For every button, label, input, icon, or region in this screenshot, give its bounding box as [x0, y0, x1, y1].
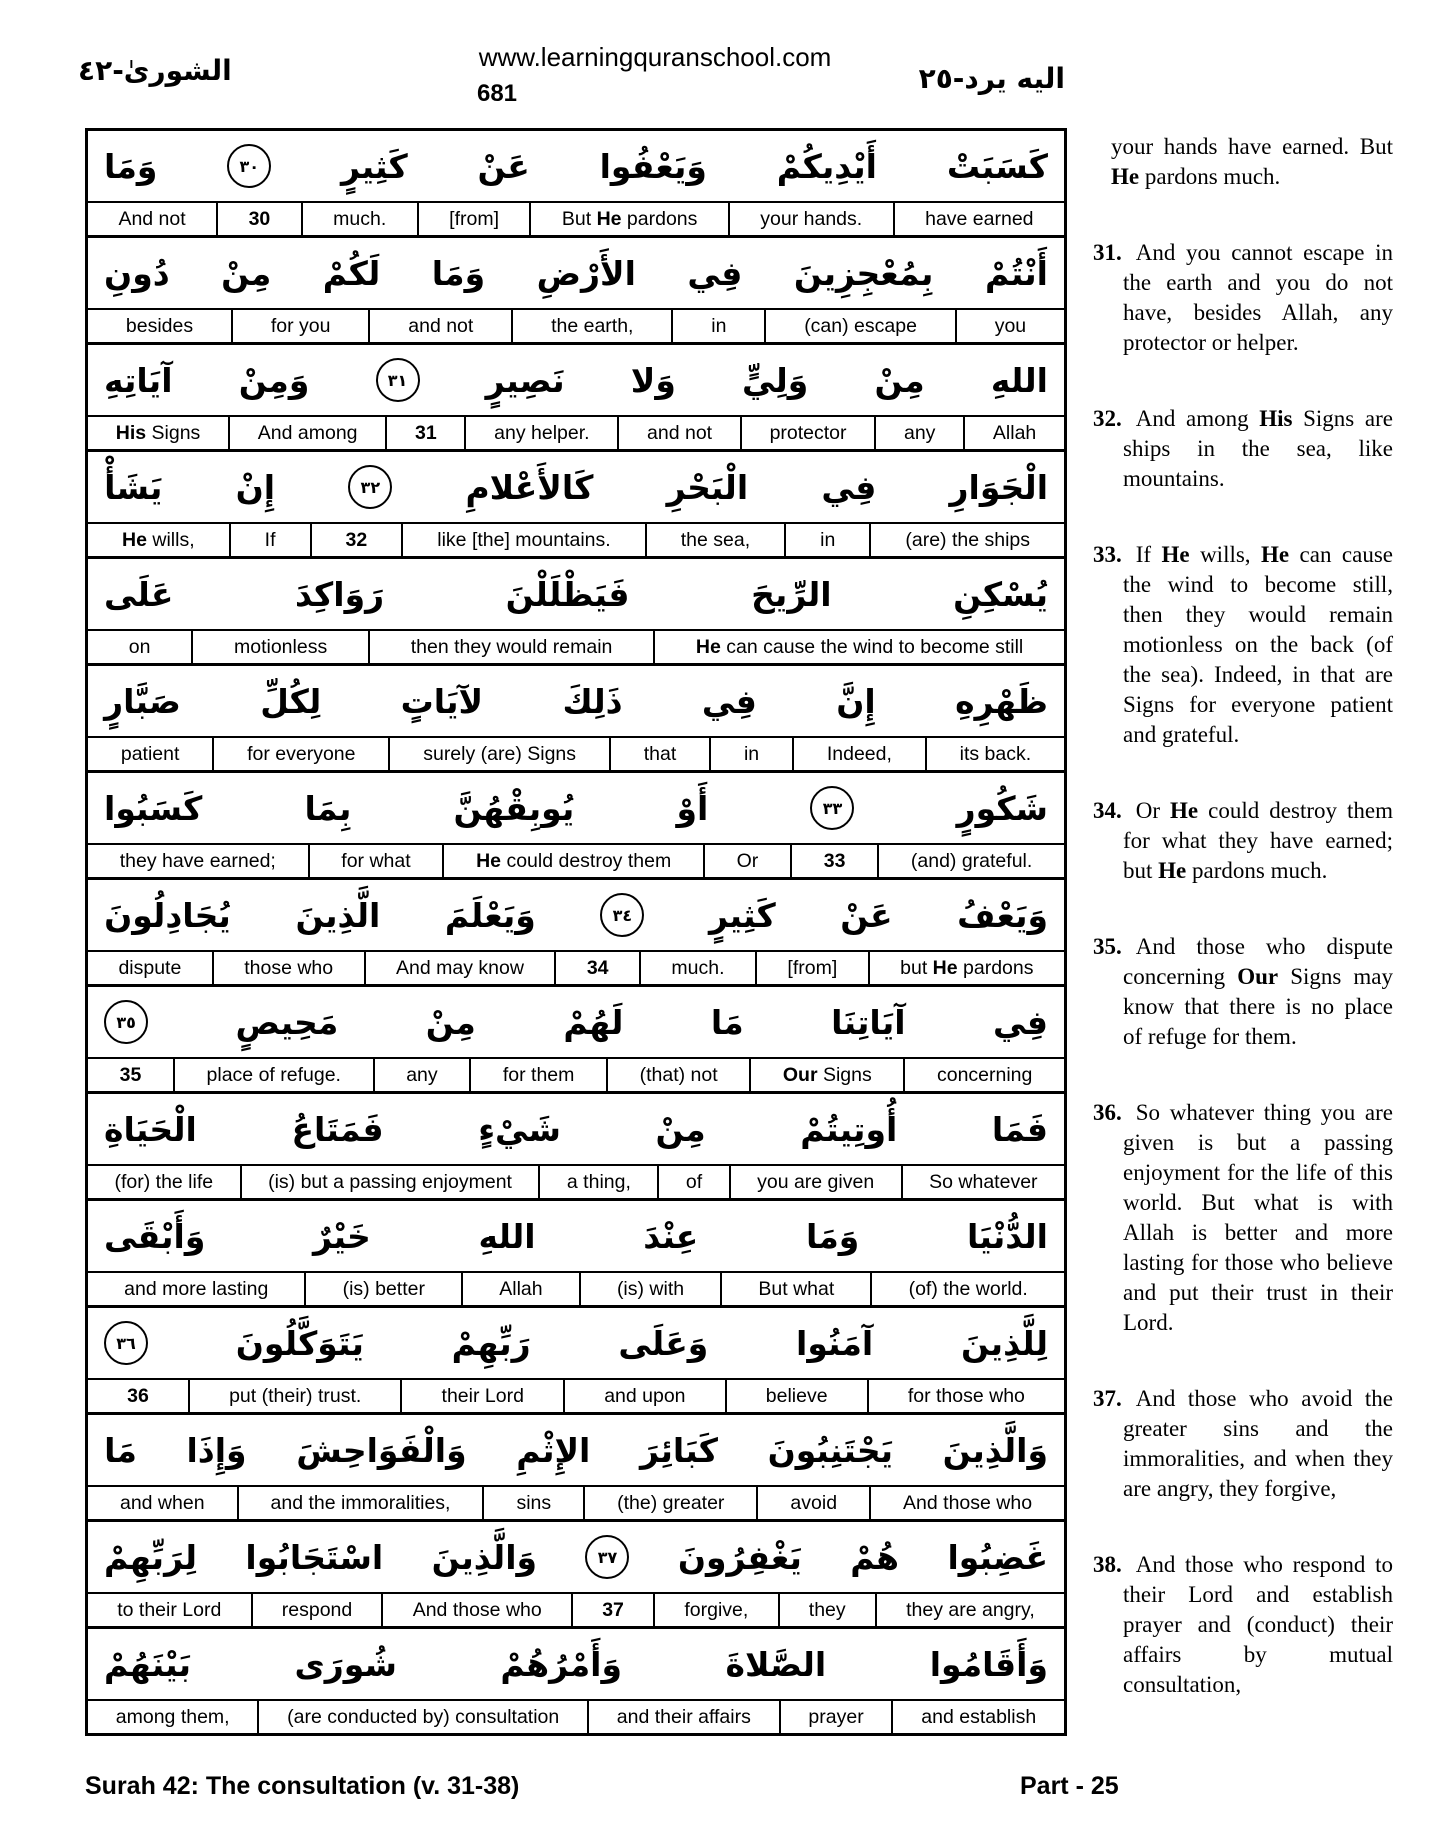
arabic-word: كَسَبَتْ: [946, 146, 1048, 186]
arabic-word: بِمَا: [304, 788, 352, 828]
word-translation-cell: in: [711, 738, 794, 770]
word-translation-row: [88, 631, 1064, 666]
word-translation-row: [88, 1594, 1064, 1629]
arabic-word: هُمْ: [850, 1537, 900, 1577]
word-translation-cell: believe: [727, 1380, 869, 1412]
word-translation-cell: sins: [484, 1487, 585, 1519]
word-translation-cell: 34: [556, 952, 641, 984]
word-translation-cell: (that) not: [608, 1059, 751, 1091]
word-translation-cell: your hands.: [730, 203, 895, 235]
arabic-word: بِمُعْجِزِينَ: [793, 253, 934, 293]
word-translation-cell: and not: [370, 310, 513, 342]
word-translation-cell: and not: [619, 417, 742, 449]
arabic-word: أَوْ: [676, 788, 709, 828]
page-number: 681: [476, 80, 518, 107]
word-translation-row: [88, 1487, 1064, 1522]
word-translation-cell: So whatever: [929, 1171, 1038, 1193]
arabic-verse-line: [88, 987, 1064, 1059]
verse-number-circle: ٣٤: [600, 893, 644, 937]
word-translation-cell: they: [780, 1594, 877, 1626]
word-translation-cell: But He pardons: [531, 203, 729, 235]
arabic-word: مِنْ: [221, 253, 272, 293]
arabic-word: وَيَعْفُوا: [599, 146, 707, 186]
word-translation-cell: much.: [303, 203, 419, 235]
word-translation-cell: then they would remain: [370, 631, 655, 663]
arabic-verse-line: [88, 452, 1064, 524]
footer-part-label: Part - 25: [1020, 1772, 1119, 1800]
word-translation-row: [88, 417, 1064, 452]
arabic-word: لِكُلِّ: [260, 681, 322, 721]
page-content: [85, 128, 1393, 1736]
arabic-verse-line: [88, 559, 1064, 631]
arabic-word: يَغْفِرُونَ: [677, 1537, 802, 1577]
word-translation-cell: He could destroy them: [444, 845, 705, 877]
word-translation-cell: 36: [88, 1380, 190, 1412]
word-translation-cell: have earned: [925, 208, 1034, 230]
arabic-word: وَمِنْ: [238, 360, 310, 400]
arabic-word: كَبَائِرَ: [639, 1430, 718, 1470]
word-translation-cell: you are given: [731, 1166, 903, 1198]
word-translation-cell: And not: [88, 203, 218, 235]
word-translation-cell: much.: [641, 952, 757, 984]
verse-number: 34.: [1093, 798, 1122, 823]
arabic-word: عَنْ: [477, 146, 530, 186]
arabic-word: مَحِيصٍ: [235, 1002, 339, 1042]
word-translation-cell: (is) better: [306, 1273, 463, 1305]
word-translation-cell: of: [659, 1166, 730, 1198]
word-translation-row: [88, 1166, 1064, 1201]
word-translation-cell: (of) the world.: [908, 1278, 1028, 1300]
word-translation-cell: concerning: [936, 1064, 1033, 1086]
word-translation-cell: Indeed,: [794, 738, 927, 770]
arabic-word: يُوبِقْهُنَّ: [453, 788, 575, 828]
arabic-verse-line: [88, 773, 1064, 845]
arabic-word: الإِثْمِ: [516, 1430, 591, 1470]
word-translation-cell: Or: [705, 845, 792, 877]
arabic-word: اسْتَجَابُوا: [245, 1537, 384, 1577]
word-translation-row: [88, 203, 1064, 238]
arabic-word: لِلَّذِينَ: [960, 1323, 1048, 1363]
arabic-verse-line: [88, 1415, 1064, 1487]
word-translation-row: [88, 1059, 1064, 1094]
word-translation-cell: dispute: [88, 952, 214, 984]
verse-number: 37.: [1093, 1386, 1122, 1411]
arabic-word: فِي: [687, 253, 743, 293]
arabic-word: لآيَاتٍ: [400, 681, 484, 721]
verse-number-circle: ٣٥: [104, 1000, 148, 1044]
arabic-word: وَالَّذِينَ: [431, 1537, 538, 1577]
arabic-word: صَبَّارٍ: [104, 681, 181, 721]
word-translation-cell: but He pardons: [900, 957, 1034, 979]
arabic-verse-line: [88, 1629, 1064, 1701]
verse-number-circle: ٣٢: [348, 465, 392, 509]
arabic-word: وَالْفَوَاحِشَ: [296, 1430, 467, 1470]
verse-number-circle: ٣٠: [227, 144, 271, 188]
arabic-word: أُوتِيتُمْ: [800, 1109, 898, 1149]
arabic-word: يَجْتَنِبُونَ: [767, 1430, 894, 1470]
arabic-verse-line: [88, 666, 1064, 738]
arabic-word: الصَّلاةَ: [725, 1644, 827, 1684]
arabic-word: يُجَادِلُونَ: [104, 895, 231, 935]
word-translation-cell: 32: [312, 524, 404, 556]
word-translation-cell: and their affairs: [589, 1701, 781, 1733]
word-translation-cell: like [the] mountains.: [403, 524, 646, 556]
arabic-word: خَيْرٌ: [313, 1216, 371, 1256]
word-translation-cell: and when: [88, 1487, 239, 1519]
verse-number: 36.: [1093, 1100, 1122, 1125]
verse-number-circle: ٣٧: [585, 1535, 629, 1579]
word-translation-cell: and the immoralities,: [239, 1487, 485, 1519]
word-translation-cell: and upon: [565, 1380, 727, 1412]
verse-number: 33.: [1093, 542, 1122, 567]
word-translation-cell: prayer: [781, 1701, 894, 1733]
arabic-word: الْجَوَارِ: [949, 467, 1048, 507]
arabic-word: لَكُمْ: [322, 253, 381, 293]
word-translation-cell: that: [611, 738, 711, 770]
word-translation-cell: place of refuge.: [175, 1059, 375, 1091]
word-translation-cell: (the) greater: [585, 1487, 758, 1519]
word-translation-cell: to their Lord: [88, 1594, 253, 1626]
footer-surah-label: Surah 42: The consultation (v. 31-38): [85, 1772, 520, 1800]
word-translation-cell: and establish: [921, 1706, 1037, 1728]
arabic-word: شَكُورٍ: [956, 788, 1048, 828]
arabic-word: آيَاتِنَا: [831, 1002, 906, 1042]
arabic-word: أَنْتُمْ: [984, 253, 1048, 293]
word-translation-cell: a thing,: [540, 1166, 659, 1198]
word-translation-cell: Allah: [992, 422, 1037, 444]
word-translation-cell: besides: [88, 310, 233, 342]
arabic-word: أَيْدِيكُمْ: [776, 146, 877, 186]
verse-translation: 35. And those who dispute concerning Our Signs may know that there is no place of refuge for them.: [1093, 934, 1393, 1049]
word-translation-cell: If: [231, 524, 312, 556]
word-translation-cell: patient: [88, 738, 214, 770]
word-translation-cell: But what: [722, 1273, 872, 1305]
word-translation-cell: 30: [218, 203, 303, 235]
arabic-word: وَيَعْلَمَ: [444, 895, 536, 935]
word-translation-cell: on: [88, 631, 193, 663]
arabic-verse-line: [88, 1522, 1064, 1594]
word-translation-cell: And among: [230, 417, 387, 449]
arabic-word: فَمَا: [991, 1109, 1048, 1149]
word-translation-cell: (is) but a passing enjoyment: [242, 1166, 541, 1198]
arabic-word: كَالأَعْلامِ: [465, 467, 594, 507]
verse-translation: 37. And those who avoid the greater sins and the immoralities, and when they are angry, they forgive,: [1093, 1386, 1393, 1501]
word-translation-cell: 37: [573, 1594, 655, 1626]
arabic-word: كَسَبُوا: [104, 788, 203, 828]
word-translation-cell: 31: [387, 417, 466, 449]
word-translation-cell: they are angry,: [906, 1599, 1035, 1621]
word-translation-row: [88, 310, 1064, 345]
arabic-word: آيَاتِهِ: [104, 360, 173, 400]
word-translation-cell: any helper.: [466, 417, 619, 449]
arabic-word: الأَرْضِ: [536, 253, 636, 293]
arabic-word: إِنْ: [235, 467, 276, 507]
arabic-verse-line: [88, 345, 1064, 417]
arabic-word: ذَلِكَ: [562, 681, 623, 721]
arabic-verse-line: [88, 1094, 1064, 1166]
word-translation-row: [88, 524, 1064, 559]
word-translation-cell: His Signs: [88, 417, 230, 449]
verse-number-circle: ٣١: [376, 358, 420, 402]
word-translation-cell: those who: [214, 952, 366, 984]
arabic-word: يَشَأْ: [104, 467, 163, 507]
arabic-word: الَّذِينَ: [295, 895, 381, 935]
word-translation-cell: (are conducted by) consultation: [259, 1701, 589, 1733]
word-translation-cell: for everyone: [214, 738, 390, 770]
verse-number: 31.: [1093, 240, 1122, 265]
verse-translation: 31. And you cannot escape in the earth and you do not have, besides Allah, any protector or helper.: [1093, 240, 1393, 355]
word-translation-cell: (can) escape: [766, 310, 957, 342]
arabic-word: فِي: [993, 1002, 1048, 1042]
arabic-word: فَمَتَاعُ: [291, 1109, 384, 1149]
arabic-word: وَالَّذِينَ: [942, 1430, 1048, 1470]
word-translation-cell: protector: [742, 417, 876, 449]
word-translation-row: [88, 952, 1064, 987]
arabic-word: اللهِ: [478, 1216, 536, 1256]
arabic-word: رَبِّهِمْ: [451, 1323, 531, 1363]
word-translation-cell: any: [375, 1059, 472, 1091]
arabic-word: كَثِيرٍ: [709, 895, 776, 935]
word-translation-cell: for them: [471, 1059, 608, 1091]
word-translation-cell: surely (are) Signs: [390, 738, 611, 770]
arabic-word: مِنْ: [655, 1109, 706, 1149]
arabic-verse-line: [88, 1308, 1064, 1380]
word-translation-row: [88, 1380, 1064, 1415]
verse-translation: 38. And those who respond to their Lord and establish prayer and (conduct) their affairs by mutual consultation,: [1093, 1552, 1393, 1697]
word-translation-cell: Our Signs: [751, 1059, 905, 1091]
word-translation-row: [88, 1273, 1064, 1308]
word-translation-cell: respond: [253, 1594, 384, 1626]
word-translation-cell: (are) the ships: [905, 529, 1031, 551]
arabic-word: وَلا: [630, 360, 676, 400]
arabic-word: وَيَعْفُ: [957, 895, 1048, 935]
word-translation-cell: any: [876, 417, 965, 449]
word-translation-cell: He can cause the wind to become still: [695, 636, 1024, 658]
arabic-word: وَمَا: [805, 1216, 860, 1256]
word-translation-cell: the earth,: [513, 310, 673, 342]
juz-name-arabic: اليه يرد-٢٥: [918, 62, 1065, 95]
arabic-word: عِنْدَ: [643, 1216, 699, 1256]
arabic-word: وَأَقَامُوا: [929, 1644, 1048, 1684]
word-translation-row: [88, 1701, 1064, 1733]
arabic-word: الدُّنْيَا: [966, 1216, 1048, 1256]
arabic-word: دُونِ: [104, 253, 170, 293]
arabic-word: ظَهْرِهِ: [955, 681, 1048, 721]
word-translation-cell: (for) the life: [88, 1166, 242, 1198]
word-translation-cell: put (their) trust.: [190, 1380, 402, 1412]
arabic-word: وَلِيٍّ: [742, 360, 809, 400]
word-translation-cell: in: [786, 524, 871, 556]
verse-number: 35.: [1093, 934, 1122, 959]
word-translation-cell: you: [994, 315, 1027, 337]
arabic-word: لَهُمْ: [563, 1002, 624, 1042]
arabic-verse-line: [88, 238, 1064, 310]
arabic-word: اللهِ: [990, 360, 1048, 400]
word-by-word-table: [85, 128, 1067, 1736]
arabic-word: مَا: [710, 1002, 744, 1042]
word-translation-cell: forgive,: [655, 1594, 779, 1626]
arabic-word: غَضِبُوا: [947, 1537, 1048, 1577]
word-translation-cell: for those who: [907, 1385, 1025, 1407]
word-translation-cell: they have earned;: [88, 845, 310, 877]
arabic-word: نَصِيرٍ: [485, 360, 565, 400]
verse-translation-continuation: your hands have earned. But He pardons much.: [1111, 134, 1393, 189]
surah-name-arabic: الشورىٰ-٤٢: [78, 54, 232, 87]
arabic-word: مِنْ: [874, 360, 925, 400]
word-translation-cell: Allah: [463, 1273, 581, 1305]
word-translation-cell: 33: [792, 845, 879, 877]
word-translation-cell: [from]: [757, 952, 870, 984]
arabic-word: مِنْ: [425, 1002, 476, 1042]
arabic-word: شَيْءٍ: [478, 1109, 561, 1149]
arabic-word: فِي: [821, 467, 877, 507]
word-translation-cell: (is) with: [581, 1273, 722, 1305]
arabic-word: لِرَبِّهِمْ: [104, 1537, 197, 1577]
word-translation-cell: for what: [310, 845, 445, 877]
word-translation-cell: He wills,: [88, 524, 231, 556]
word-translation-cell: among them,: [88, 1701, 259, 1733]
arabic-verse-line: [88, 1201, 1064, 1273]
arabic-word: رَوَاكِدَ: [295, 574, 385, 614]
arabic-word: بَيْنَهُمْ: [104, 1644, 192, 1684]
word-translation-cell: the sea,: [647, 524, 786, 556]
arabic-word: عَلَى: [104, 574, 174, 614]
verse-translation: 33. If He wills, He can cause the wind to become still, then they would remain motionless on the back (of the sea). Indeed, in that are Signs for everyone patient and grateful.: [1093, 542, 1393, 747]
arabic-word: وَعَلَى: [618, 1323, 709, 1363]
word-translation-cell: in: [673, 310, 766, 342]
arabic-word: مَا: [104, 1430, 137, 1470]
arabic-word: وَمَا: [431, 253, 486, 293]
verse-number-circle: ٣٣: [810, 786, 854, 830]
word-translation-cell: And may know: [366, 952, 557, 984]
word-translation-row: [88, 738, 1064, 773]
verse-translation: 36. So whatever thing you are given is but a passing enjoyment for the life of this world. But what is with Allah is better and more lasting for those who believe and put their trust in their Lord.: [1093, 1100, 1393, 1335]
arabic-word: وَأَبْقَى: [104, 1216, 206, 1256]
arabic-word: يُسْكِنِ: [953, 574, 1048, 614]
arabic-verse-line: [88, 880, 1064, 952]
arabic-word: عَنْ: [840, 895, 893, 935]
verse-number: 32.: [1093, 406, 1122, 431]
arabic-word: فِي: [701, 681, 757, 721]
verse-translation: 32. And among His Signs are ships in the sea, like mountains.: [1093, 406, 1393, 491]
arabic-word: شُورَى: [294, 1644, 397, 1684]
arabic-word: يَتَوَكَّلُونَ: [235, 1323, 364, 1363]
arabic-word: آمَنُوا: [796, 1323, 874, 1363]
word-translation-cell: And those who: [903, 1492, 1033, 1514]
word-translation-cell: (and) grateful.: [910, 850, 1033, 872]
word-translation-cell: avoid: [758, 1487, 871, 1519]
word-translation-cell: And those who: [383, 1594, 572, 1626]
verse-number: 38.: [1093, 1552, 1122, 1577]
word-translation-cell: and more lasting: [88, 1273, 306, 1305]
word-translation-cell: its back.: [959, 743, 1032, 765]
arabic-word: وَمَا: [104, 146, 158, 186]
verse-number-circle: ٣٦: [104, 1321, 148, 1365]
word-translation-cell: for you: [233, 310, 370, 342]
verse-translation: 34. Or He could destroy them for what they have earned; but He pardons much.: [1093, 798, 1393, 883]
word-translation-cell: 35: [88, 1059, 175, 1091]
word-translation-cell: motionless: [193, 631, 370, 663]
word-translation-cell: their Lord: [402, 1380, 565, 1412]
arabic-word: وَإِذَا: [186, 1430, 247, 1470]
arabic-verse-line: [88, 131, 1064, 203]
arabic-word: كَثِيرٍ: [341, 146, 408, 186]
arabic-word: الْبَحْرِ: [666, 467, 749, 507]
word-translation-cell: [from]: [419, 203, 532, 235]
word-translation-row: [88, 845, 1064, 880]
translation-column: [1093, 128, 1393, 1736]
arabic-word: الرِّيحَ: [751, 574, 832, 614]
site-url: www.learningquranschool.com: [478, 42, 832, 72]
arabic-word: إِنَّ: [836, 681, 876, 721]
arabic-word: الْحَيَاةِ: [104, 1109, 197, 1149]
arabic-word: فَيَظْلَلْنَ: [505, 574, 630, 614]
arabic-word: وَأَمْرُهُمْ: [500, 1644, 622, 1684]
